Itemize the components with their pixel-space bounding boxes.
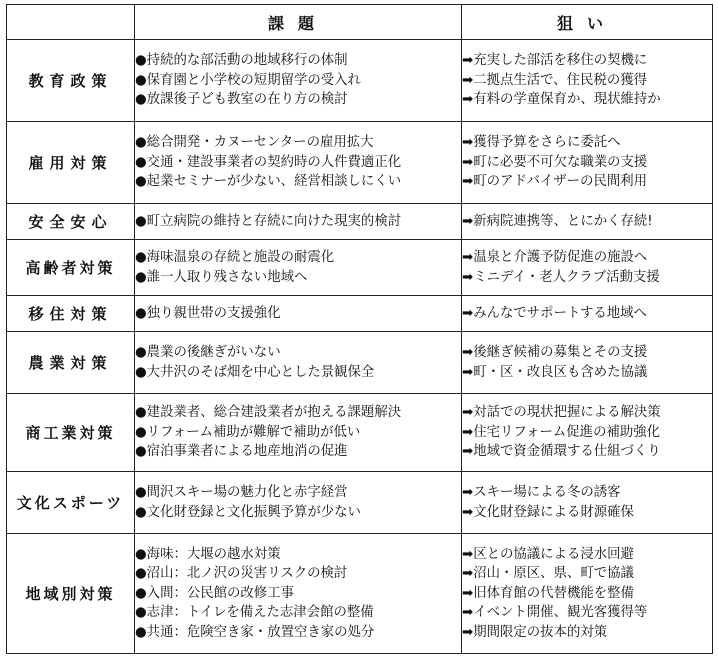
issue-item: ●町立病院の維持と存続に向けた現実的検討 <box>135 213 402 229</box>
category-cell: 商工業対策 <box>7 394 135 472</box>
aim-item: ➡町に必要不可欠な職業の支援 <box>462 154 648 170</box>
issue-item: ●リフォーム補助が難解で補助が低い <box>135 424 361 440</box>
issue-item: ●文化財登録と文化振興予算が少ない <box>135 504 361 520</box>
aim-item: ➡新病院連携等、とにかく存続! <box>462 213 653 229</box>
category-cell: 文化スポーツ <box>7 472 135 534</box>
header-issues: 課題 <box>135 5 462 40</box>
issue-item: ●農業の後継ぎがいない <box>135 345 281 360</box>
table-row <box>7 296 713 332</box>
issue-item: ●保育園と小学校の短期留学の受入れ <box>135 72 361 88</box>
issues-cell <box>135 296 462 332</box>
aim-item: ➡ミニデイ・老人クラブ活動支援 <box>462 269 660 285</box>
aim-item: ➡獲得予算をさらに委託へ <box>462 135 621 151</box>
category-cell: 移住対策 <box>7 296 135 332</box>
aim-item: ➡住宅リフォーム促進の補助強化 <box>462 424 661 440</box>
aims-cell <box>462 394 713 472</box>
aim-item: ➡後継ぎ候補の募集とその支援 <box>462 345 648 360</box>
aim-item: ➡充実した部活を移住の契機に <box>462 53 648 69</box>
aims-cell <box>462 240 713 296</box>
issue-item: ●入間：公民館の改修工事 <box>135 585 294 601</box>
issues-cell <box>135 240 462 296</box>
table-body <box>7 40 713 654</box>
table-row <box>7 472 713 534</box>
issues-cell <box>135 394 462 472</box>
aim-item: ➡町・区・改良区も含めた協議 <box>462 364 648 380</box>
issue-item: ●持続的な部活動の地域移行の体制 <box>135 53 348 69</box>
aim-item: ➡文化財登録による財源確保 <box>462 504 634 520</box>
issue-item: ●建設業者、総合建設業者が抱える課題解決 <box>135 405 402 421</box>
issue-item: ●海味：大堰の越水対策 <box>135 546 281 562</box>
policy-table <box>6 4 713 654</box>
category-cell: 雇用対策 <box>7 122 135 204</box>
aims-cell <box>462 296 713 332</box>
aims-cell <box>462 534 713 654</box>
aim-item: ➡温泉と介護予防促進の施設へ <box>462 250 648 265</box>
table-row <box>7 40 713 122</box>
issue-item: ●総合開発・カヌーセンターの雇用拡大 <box>135 135 374 151</box>
issue-item: ●沼山：北ノ沢の災害リスクの検討 <box>135 566 348 582</box>
aim-item: ➡区との協議による浸水回避 <box>462 546 634 562</box>
category-cell: 地域別対策 <box>7 534 135 654</box>
aim-item: ➡対話での現状把握による解決策 <box>462 405 661 421</box>
aims-cell <box>462 122 713 204</box>
aim-item: ➡イベント開催、観光客獲得等 <box>462 605 648 621</box>
issue-item: ●志津：トイレを備えた志津会館の整備 <box>135 605 374 621</box>
issues-cell <box>135 332 462 394</box>
issues-cell <box>135 472 462 534</box>
policy-table-container <box>6 4 713 654</box>
category-cell: 教育政策 <box>7 40 135 122</box>
aim-item: ➡期間限定の抜本的対策 <box>462 624 608 640</box>
table-row <box>7 534 713 654</box>
aim-item: ➡町のアドバイザーの民間利用 <box>462 174 648 190</box>
header-blank <box>7 5 135 40</box>
category-cell: 安全安心 <box>7 204 135 240</box>
issue-item: ●誰一人取り残さない地域へ <box>135 269 308 285</box>
header-row <box>7 5 713 40</box>
issue-item: ●放課後子ども教室の在り方の検討 <box>135 92 348 108</box>
issues-cell <box>135 534 462 654</box>
category-cell: 高齢者対策 <box>7 240 135 296</box>
aim-item: ➡旧体育館の代替機能を整備 <box>462 585 634 601</box>
issue-item: ●交通・建設事業者の契約時の人件費適正化 <box>135 154 402 170</box>
aims-cell <box>462 332 713 394</box>
aim-item: ➡二拠点生活で、住民税の獲得 <box>462 72 648 88</box>
aim-item: ➡沼山・原区、県、町で協議 <box>462 566 634 582</box>
table-row <box>7 204 713 240</box>
aims-cell <box>462 204 713 240</box>
table-row <box>7 240 713 296</box>
header-aims: 狙い <box>462 5 713 40</box>
aims-cell <box>462 472 713 534</box>
issues-cell <box>135 204 462 240</box>
issue-item: ●共通：危険空き家・放置空き家の処分 <box>135 624 375 640</box>
issue-item: ●起業セミナーが少ない、経営相談しにくい <box>135 174 402 190</box>
aim-item: ➡地域で資金循環する仕組づくり <box>462 444 661 460</box>
aims-cell <box>462 40 713 122</box>
issue-item: ●独り親世帯の支援強化 <box>135 305 281 321</box>
table-row <box>7 122 713 204</box>
issues-cell <box>135 122 462 204</box>
issues-cell <box>135 40 462 122</box>
issue-item: ●大井沢のそば畑を中心とした景観保全 <box>135 364 375 380</box>
issue-item: ●海味温泉の存続と施設の耐震化 <box>135 250 335 265</box>
aim-item: ➡みんなでサポートする地域へ <box>462 305 647 321</box>
table-row <box>7 394 713 472</box>
issue-item: ●間沢スキー場の魅力化と赤字経営 <box>135 485 348 500</box>
table-row <box>7 332 713 394</box>
aim-item: ➡有料の学童保育か、現状維持か <box>462 92 661 108</box>
category-cell: 農業対策 <box>7 332 135 394</box>
aim-item: ➡スキー場による冬の誘客 <box>462 485 621 500</box>
issue-item: ●宿泊事業者による地産地消の促進 <box>135 444 348 460</box>
